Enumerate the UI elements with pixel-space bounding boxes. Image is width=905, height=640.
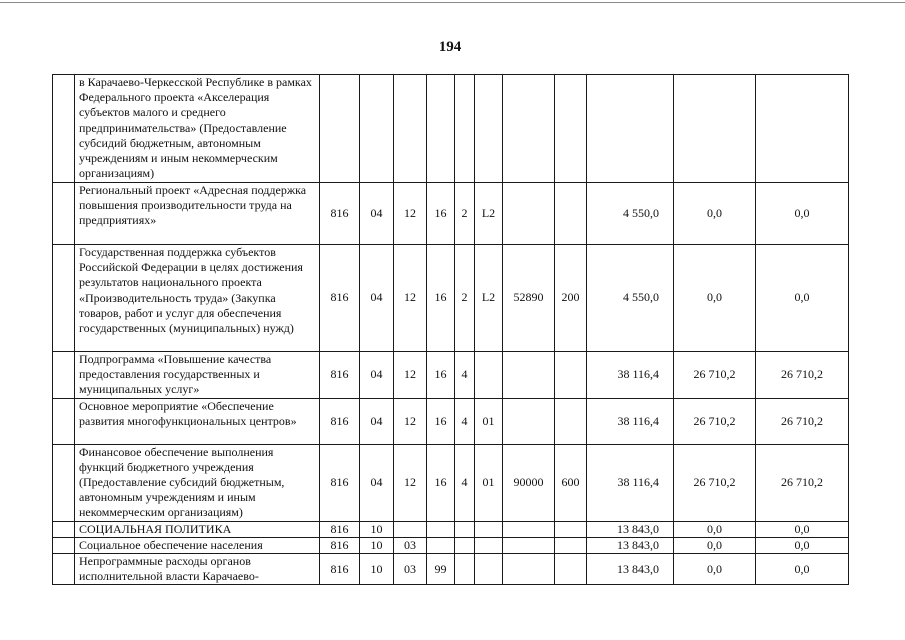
cell-amount-1 <box>587 75 674 183</box>
table-row <box>53 554 849 585</box>
cell-subsection: 03 <box>394 554 427 585</box>
cell-amount-3: 0,0 <box>756 537 849 553</box>
cell-amount-1: 13 843,0 <box>587 521 674 537</box>
row-name: в Карачаево-Черкесской Республике в рамках Федерального проекта «Акселерация субъектов малого и среднего предпринимательства» (Предоставление субсидий бюджетным, автономным учреждениям и иным некоммерческим организациям) <box>75 75 320 183</box>
cell-section: 04 <box>360 398 394 444</box>
cell-activity <box>475 75 503 183</box>
cell-expense-type <box>555 75 587 183</box>
scan-top-edge <box>0 0 905 5</box>
cell-amount-2: 0,0 <box>674 521 756 537</box>
cell-expense-type <box>555 398 587 444</box>
table-row <box>53 398 849 444</box>
cell-subprogram <box>455 521 475 537</box>
cell-admin: 816 <box>320 444 360 521</box>
cell-program <box>427 75 455 183</box>
cell-direction: 90000 <box>503 444 555 521</box>
table-row <box>53 537 849 553</box>
row-name: Подпрограмма «Повышение качества предоставления государственных и муниципальных услуг» <box>75 352 320 399</box>
cell-subprogram: 2 <box>455 245 475 352</box>
cell-section: 10 <box>360 537 394 553</box>
cell-program <box>427 537 455 553</box>
cell-amount-1: 38 116,4 <box>587 398 674 444</box>
cell-subsection: 12 <box>394 183 427 245</box>
cell-admin: 816 <box>320 537 360 553</box>
cell-activity: 01 <box>475 398 503 444</box>
cell-admin: 816 <box>320 183 360 245</box>
cell-program: 99 <box>427 554 455 585</box>
cell-amount-2: 26 710,2 <box>674 444 756 521</box>
cell-activity <box>475 554 503 585</box>
cell-direction <box>503 183 555 245</box>
row-name: Государственная поддержка субъектов Российской Федерации в целях достижения результатов национального проекта «Производительность труда» (Закупка товаров, работ и услуг для обеспечения государственных (муниципальных) нужд) <box>75 245 320 352</box>
cell-subsection: 12 <box>394 444 427 521</box>
cell-amount-3: 26 710,2 <box>756 398 849 444</box>
cell-amount-1: 13 843,0 <box>587 554 674 585</box>
cell-amount-3: 26 710,2 <box>756 444 849 521</box>
cell-amount-1: 4 550,0 <box>587 245 674 352</box>
cell-program <box>427 521 455 537</box>
table-row <box>53 352 849 399</box>
cell-expense-type <box>555 537 587 553</box>
cell-activity <box>475 521 503 537</box>
cell-program: 16 <box>427 398 455 444</box>
budget-table <box>52 74 849 585</box>
cell-admin <box>320 75 360 183</box>
cell-program: 16 <box>427 183 455 245</box>
cell-program: 16 <box>427 245 455 352</box>
cell-direction <box>503 521 555 537</box>
cell-section: 04 <box>360 444 394 521</box>
row-name: СОЦИАЛЬНАЯ ПОЛИТИКА <box>75 521 320 537</box>
cell-amount-1: 38 116,4 <box>587 352 674 399</box>
cell-program: 16 <box>427 444 455 521</box>
cell-program: 16 <box>427 352 455 399</box>
cell-amount-3: 0,0 <box>756 554 849 585</box>
cell-activity: 01 <box>475 444 503 521</box>
cell-amount-2: 26 710,2 <box>674 352 756 399</box>
cell-amount-2: 0,0 <box>674 554 756 585</box>
row-name: Непрограммные расходы органов исполнительной власти Карачаево- <box>75 554 320 585</box>
cell-direction <box>503 398 555 444</box>
cell-amount-2: 0,0 <box>674 183 756 245</box>
table-row <box>53 444 849 521</box>
cell-activity <box>475 352 503 399</box>
row-name: Региональный проект «Адресная поддержка повышения производительности труда на предприятиях» <box>75 183 320 245</box>
cell-direction <box>503 352 555 399</box>
cell-amount-2 <box>674 75 756 183</box>
cell-amount-2: 0,0 <box>674 245 756 352</box>
cell-expense-type <box>555 352 587 399</box>
cell-section <box>360 75 394 183</box>
cell-subsection: 12 <box>394 352 427 399</box>
cell-amount-2: 26 710,2 <box>674 398 756 444</box>
cell-admin: 816 <box>320 398 360 444</box>
cell-amount-1: 13 843,0 <box>587 537 674 553</box>
cell-activity: L2 <box>475 245 503 352</box>
cell-direction <box>503 537 555 553</box>
cell-admin: 816 <box>320 521 360 537</box>
cell-amount-3: 26 710,2 <box>756 352 849 399</box>
cell-subprogram <box>455 537 475 553</box>
table-row <box>53 245 849 352</box>
cell-subsection: 12 <box>394 398 427 444</box>
cell-direction <box>503 554 555 585</box>
cell-expense-type: 200 <box>555 245 587 352</box>
cell-section: 04 <box>360 352 394 399</box>
cell-amount-1: 4 550,0 <box>587 183 674 245</box>
cell-subprogram: 2 <box>455 183 475 245</box>
row-name: Основное мероприятие «Обеспечение развития многофункциональных центров» <box>75 398 320 444</box>
cell-amount-3: 0,0 <box>756 245 849 352</box>
cell-direction <box>503 75 555 183</box>
cell-subsection: 03 <box>394 537 427 553</box>
cell-expense-type <box>555 521 587 537</box>
cell-subsection <box>394 75 427 183</box>
cell-admin: 816 <box>320 245 360 352</box>
cell-section: 10 <box>360 521 394 537</box>
cell-subsection <box>394 521 427 537</box>
cell-amount-1: 38 116,4 <box>587 444 674 521</box>
cell-amount-3 <box>756 75 849 183</box>
cell-expense-type <box>555 183 587 245</box>
row-name: Социальное обеспечение населения <box>75 537 320 553</box>
page-number: 194 <box>438 39 462 55</box>
cell-subprogram: 4 <box>455 444 475 521</box>
cell-subprogram: 4 <box>455 352 475 399</box>
cell-direction: 52890 <box>503 245 555 352</box>
cell-admin: 816 <box>320 554 360 585</box>
cell-subsection: 12 <box>394 245 427 352</box>
cell-activity: L2 <box>475 183 503 245</box>
cell-subprogram <box>455 75 475 183</box>
table-row <box>53 521 849 537</box>
cell-expense-type: 600 <box>555 444 587 521</box>
cell-section: 10 <box>360 554 394 585</box>
table-row <box>53 183 849 245</box>
cell-amount-3: 0,0 <box>756 521 849 537</box>
cell-expense-type <box>555 554 587 585</box>
cell-subprogram <box>455 554 475 585</box>
cell-amount-3: 0,0 <box>756 183 849 245</box>
cell-amount-2: 0,0 <box>674 537 756 553</box>
cell-activity <box>475 537 503 553</box>
cell-admin: 816 <box>320 352 360 399</box>
row-name: Финансовое обеспечение выполнения функций бюджетного учреждения (Предоставление субсидий бюджетным, автономным учреждениям и иным некоммерческим организациям) <box>75 444 320 521</box>
table-row <box>53 75 849 183</box>
cell-subprogram: 4 <box>455 398 475 444</box>
cell-section: 04 <box>360 183 394 245</box>
cell-section: 04 <box>360 245 394 352</box>
